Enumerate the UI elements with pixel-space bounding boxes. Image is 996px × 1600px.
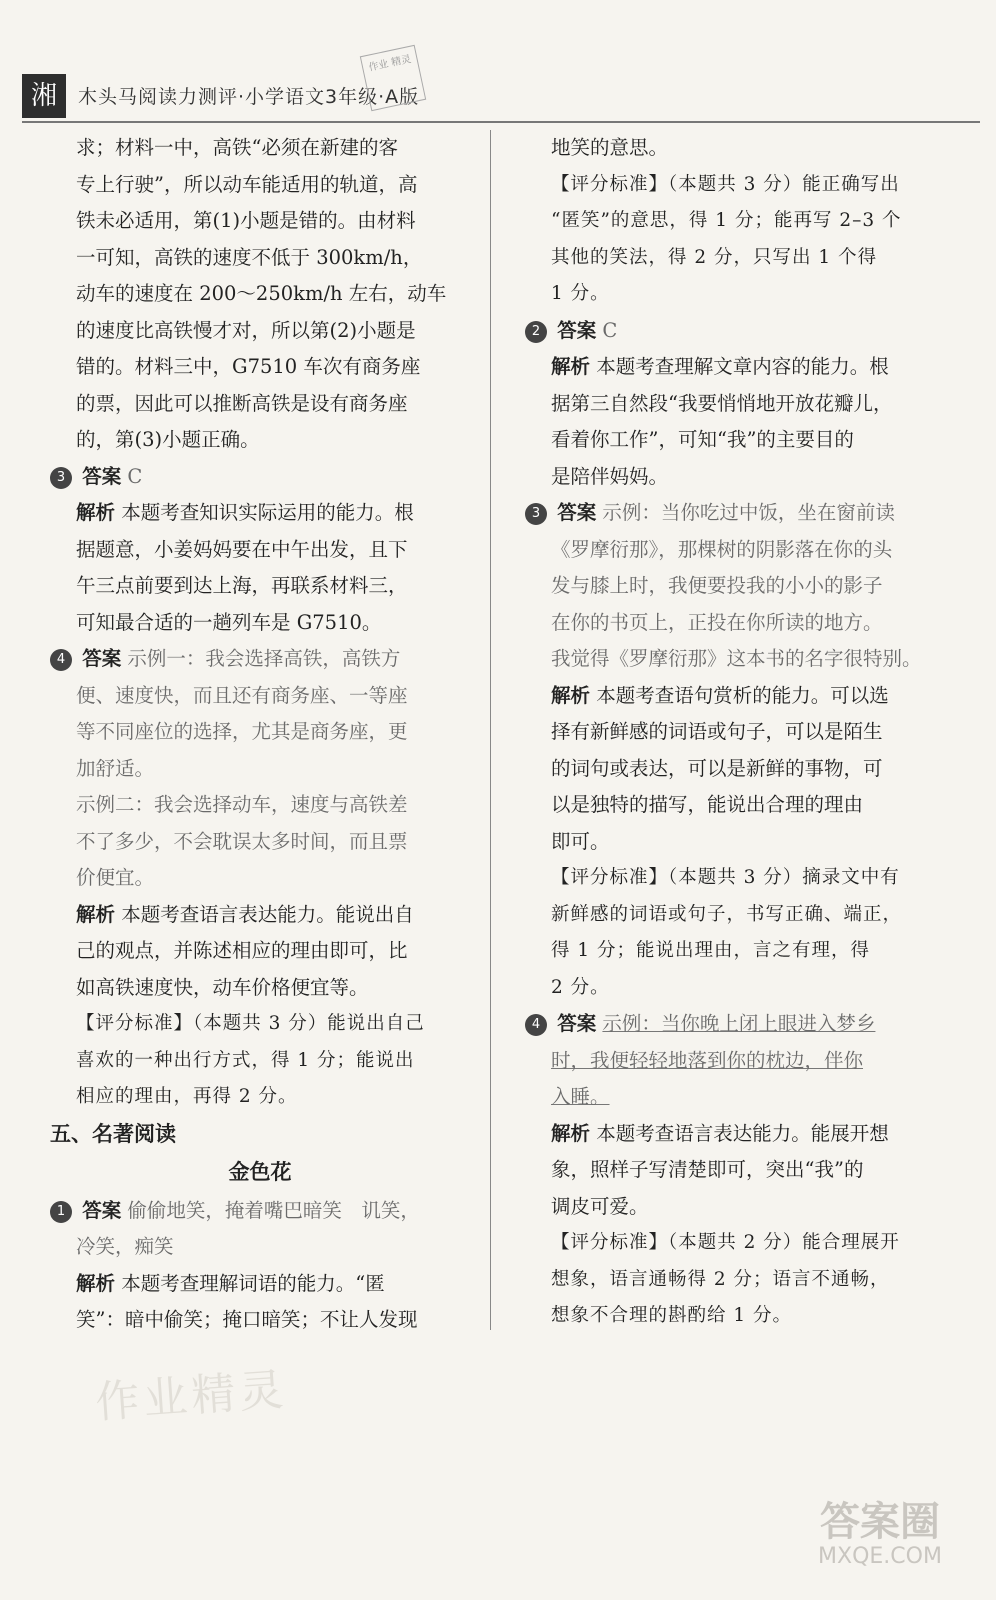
text-line: 本题考查语句赏析的能力。可以选 <box>596 683 889 707</box>
text-line: 据题意，小姜妈妈要在中午出发，且下 <box>76 537 408 561</box>
score-line: 想象，语言通畅得 2 分；语言不通畅， <box>551 1268 890 1290</box>
story-question-3 <box>525 495 955 1006</box>
left-intro <box>50 130 470 459</box>
watermark-logo: 答案圈 <box>820 1499 940 1545</box>
right-column <box>525 130 955 1335</box>
story-question-2 <box>525 313 955 496</box>
score-line: 【评分标准】（本题共 2 分）能合理展开 <box>551 1232 900 1253</box>
text-line: 一可知，高铁的速度不低于 300km/h， <box>76 245 423 269</box>
column-divider <box>490 130 491 1330</box>
header-rule <box>22 121 980 123</box>
text-line: 可知最合适的一趟列车是 G7510。 <box>76 610 382 634</box>
answer-label: 答案 <box>82 647 122 670</box>
answer-line: 入睡。 <box>551 1085 610 1108</box>
book-title: 木头马阅读力测评·小学语文3年级·A版 <box>78 86 420 108</box>
answer-line: 在你的书页上，正投在你所读的地方。 <box>551 610 883 634</box>
score-line: 2 分。 <box>551 976 610 998</box>
text-line: 本题考查语言表达能力。能说出自 <box>121 902 414 926</box>
analysis-label: 解析 <box>551 1121 591 1145</box>
text-line: 看着你工作”，可知“我”的主要目的 <box>551 428 854 451</box>
text-line: 调皮可爱。 <box>551 1194 649 1218</box>
score-line: 其他的笑法，得 2 分，只写出 1 个得 <box>551 246 878 268</box>
left-column <box>50 130 470 1339</box>
text-line: 地笑的意思。 <box>551 136 669 159</box>
text-line: 己的观点，并陈述相应的理由即可，比 <box>76 939 408 962</box>
text-line: 错的。材料三中，G7510 车次有商务座 <box>76 355 421 378</box>
answer-text: C <box>127 464 143 488</box>
text-line: 本题考查语言表达能力。能展开想 <box>596 1121 889 1145</box>
text-line: 据第三自然段“我要悄悄地开放花瓣儿， <box>551 391 893 415</box>
text-line: 如高铁速度快，动车价格便宜等。 <box>76 975 369 999</box>
text-line: 的，第(3)小题正确。 <box>76 428 260 451</box>
question-number: 1 <box>50 1201 72 1223</box>
text-line: 是陪伴妈妈。 <box>551 464 669 488</box>
text-line: 笑”：暗中偷笑；掩口暗笑；不让人发现 <box>76 1308 418 1331</box>
answer-label: 答案 <box>557 501 597 524</box>
analysis-label: 解析 <box>551 355 591 378</box>
answer-text: 示例：当你吃过中饭，坐在窗前读 <box>602 501 895 524</box>
text-line: 的票，因此可以推断高铁是设有商务座 <box>76 391 408 415</box>
region-badge: 湘 <box>22 74 66 118</box>
answer-line: 不了多少，不会耽误太多时间，而且票 <box>76 829 408 853</box>
page-header <box>22 74 980 122</box>
watermark-mid: 作业精灵 <box>93 1364 289 1429</box>
story-title: 金色花 <box>228 1160 292 1184</box>
question-number: 4 <box>525 1014 547 1036</box>
watermark-url: MXQE.COM <box>818 1544 942 1569</box>
text-line: 铁未必适用，第(1)小题是错的。由材料 <box>76 209 416 232</box>
answer-text: C <box>602 318 618 342</box>
text-line: 本题考查理解词语的能力。“匿 <box>121 1271 385 1295</box>
answer-line: 时，我便轻轻地落到你的枕边，伴你 <box>551 1048 864 1072</box>
answer-text: 示例：当你晚上闭上眼进入梦乡 <box>602 1012 876 1035</box>
answer-label: 答案 <box>82 1198 122 1222</box>
score-line: 想象不合理的斟酌给 1 分。 <box>551 1305 793 1326</box>
analysis-label: 解析 <box>76 902 116 926</box>
text-line: 专上行驶”，所以动车能适用的轨道，高 <box>76 172 418 196</box>
answer-line: 加舒适。 <box>76 756 155 780</box>
answer-line: 示例二：我会选择动车，速度与高铁差 <box>76 793 408 816</box>
answer-line: 便、速度快，而且还有商务座、一等座 <box>76 683 408 707</box>
answer-line: 发与膝上时，我便要投我的小小的影子 <box>551 574 883 597</box>
question-3 <box>50 459 470 642</box>
score-line: 1 分。 <box>551 283 610 304</box>
text-line: 择有新鲜感的词语或句子，可以是陌生 <box>551 720 883 743</box>
text-line: 动车的速度在 200～250km/h 左右，动车 <box>76 282 447 305</box>
answer-line: 我觉得《罗摩衍那》这本书的名字很特别。 <box>551 647 922 670</box>
text-line: 求；材料一中，高铁“必须在新建的客 <box>76 136 398 159</box>
score-line: “匿笑”的意思，得 1 分；能再写 2–3 个 <box>551 210 902 231</box>
question-number: 3 <box>50 467 72 489</box>
story-question-1 <box>50 1193 470 1339</box>
text-line: 的速度比高铁慢才对，所以第(2)小题是 <box>76 318 416 342</box>
answer-text: 偷偷地笑，掩着嘴巴暗笑 讥笑， <box>127 1198 420 1222</box>
answer-label: 答案 <box>557 1012 597 1035</box>
score-line: 相应的理由，再得 2 分。 <box>76 1086 298 1107</box>
answer-line: 价便宜。 <box>76 866 155 889</box>
text-line: 即可。 <box>551 829 610 853</box>
watermark-corner <box>790 1500 970 1580</box>
question-number: 3 <box>525 503 547 525</box>
answer-line: 《罗摩衍那》，那棵树的阴影落在你的头 <box>551 537 893 561</box>
answer-line: 等不同座位的选择，尤其是商务座，更 <box>76 720 408 743</box>
analysis-label: 解析 <box>76 1271 116 1295</box>
text-line: 的词句或表达，可以是新鲜的事物，可 <box>551 756 883 780</box>
analysis-label: 解析 <box>76 501 116 524</box>
answer-label: 答案 <box>82 464 122 488</box>
score-line: 【评分标准】（本题共 3 分）能正确写出 <box>551 173 900 195</box>
score-line: 新鲜感的词语或句子，书写正确、端正， <box>551 903 903 925</box>
question-number: 2 <box>525 321 547 343</box>
question-4 <box>50 641 470 1116</box>
story-question-4 <box>525 1006 955 1335</box>
answer-line: 冷笑，痴笑 <box>76 1235 174 1258</box>
stamp-seal: 作业 精灵 <box>360 45 426 111</box>
score-line: 【评分标准】（本题共 3 分）摘录文中有 <box>551 867 900 888</box>
score-line: 得 1 分；能说出理由，言之有理，得 <box>551 940 871 961</box>
answer-text: 示例一：我会选择高铁，高铁方 <box>127 647 401 670</box>
score-line: 【评分标准】（本题共 3 分）能说出自己 <box>76 1013 425 1034</box>
text-line: 本题考查知识实际运用的能力。根 <box>121 501 414 524</box>
question-number: 4 <box>50 649 72 671</box>
text-line: 象，照样子写清楚即可，突出“我”的 <box>551 1158 864 1181</box>
section-title: 五、名著阅读 <box>50 1121 176 1146</box>
text-line: 以是独特的描写，能说出合理的理由 <box>551 793 864 816</box>
text-line: 午三点前要到达上海，再联系材料三， <box>76 574 408 597</box>
text-line: 本题考查理解文章内容的能力。根 <box>596 355 889 378</box>
score-line: 喜欢的一种出行方式，得 1 分；能说出 <box>76 1049 415 1071</box>
analysis-label: 解析 <box>551 683 591 707</box>
answer-label: 答案 <box>557 318 597 342</box>
